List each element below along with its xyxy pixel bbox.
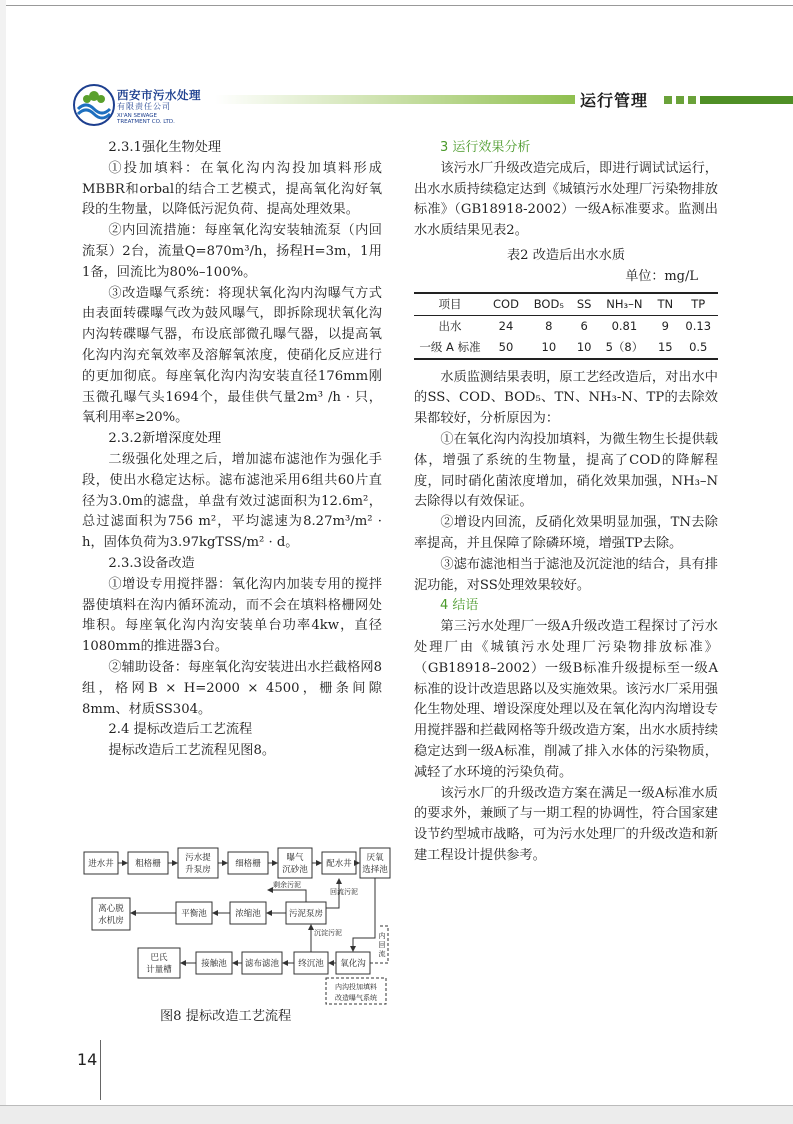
flow-label: 终沉池	[298, 959, 324, 969]
paragraph: 该污水厂的升级改造方案在满足一级A标准水质的要求外，兼顾了与一期工程的协调性，符合国家建设节约型城市战略，可为污水处理厂的升级改造和新建工程设计提供参考。	[414, 785, 718, 863]
flow-label: 接触池	[201, 959, 227, 969]
flow-label: 平衡池	[181, 909, 207, 919]
subheading: 2.3.3设备改造	[108, 555, 195, 571]
table-cell: 24	[498, 318, 514, 333]
table-cell: 0.13	[685, 318, 712, 333]
left-column	[82, 138, 382, 762]
paragraph: 水质监测结果表明，原工艺经改造后，对出水中的SS、COD、BOD₅、TN、NH₃-N、TP的去除效果都较好，分析原因为：	[414, 369, 718, 427]
flow-arrow-label: 内	[378, 932, 386, 940]
table-header-cell: 项目	[438, 296, 462, 311]
flow-note: 内沟投加填料	[335, 983, 377, 991]
paragraph: 提标改造后工艺流程见图8。	[108, 743, 276, 759]
flow-label: 水机房	[98, 916, 124, 926]
header-square	[676, 96, 684, 104]
table-cell: 50	[498, 339, 514, 354]
table-cell: 0.5	[689, 339, 708, 354]
flow-label: 计量槽	[146, 965, 172, 975]
table-header-cell: SS	[576, 296, 592, 311]
flow-arrow-label: 回流污泥	[330, 888, 358, 896]
header-gradient-bar	[215, 95, 575, 104]
table-cell: 10	[541, 339, 557, 354]
paragraph: 二级强化处理之后，增加滤布滤池作为强化手段，使出水稳定达标。滤布滤池采用6组共60片直径为3.0m的滤盘，单盘有效过滤面积为12.6m²，总过滤面积为756 m²，平均滤速为8.27m³/m² · h，固体负荷为3.97kgTSS/m² · d。	[82, 451, 382, 551]
flow-label: 厌氧	[366, 853, 384, 863]
flow-arrow-label: 沉淀污泥	[314, 929, 342, 937]
table-header-cell: BOD₅	[533, 296, 564, 311]
company-name-en-line1: XI'AN SEWAGE	[117, 113, 158, 119]
table-row	[414, 337, 718, 359]
paragraph: ③改造曝气系统：将现状氧化沟内沟曝气方式由表面转碟曝气改为鼓风曝气，即拆除现状氧化沟内沟转碟曝气器，布设底部微孔曝气器，以提高氧化沟内沟充氧效率及溶解氧浓度，使硝化反应进行的更加彻底。每座氧化沟内沟安装直径176mm刚玉微孔曝气头1694个，最佳供气量2m³ /h · 只，氧利用率≥20%。	[82, 285, 382, 426]
table-cell: 9	[661, 318, 669, 333]
flow-label: 选择池	[362, 865, 388, 875]
paragraph: ①在氧化沟内沟投加填料，为微生物生长提供载体，增强了系统的生物量，提高了COD的降解程度，同时硝化菌浓度增加，硝化效果加强，NH₃–N去除得以有效保证。	[414, 431, 718, 510]
company-name-cn-suffix: 有限责任公司	[117, 102, 171, 111]
subheading: 2.4 提标改造后工艺流程	[108, 722, 253, 738]
table-cell: 5（8）	[605, 339, 644, 354]
flow-label: 曝气	[286, 853, 304, 863]
flow-label: 配水井	[326, 859, 352, 869]
paragraph: ②内回流措施：每座氧化沟安装轴流泵（内回流泵）2台，流量Q=870m³/h，扬程H=3m，1用1备，回流比为80%–100%。	[82, 223, 382, 280]
table-cell: 0.81	[611, 318, 638, 333]
table-header-row	[414, 293, 718, 316]
paragraph: ②增设内回流，反硝化效果明显加强，TN去除率提高，并且保障了除磷环境，增强TP去除。	[414, 515, 718, 551]
flow-label: 进水井	[88, 859, 114, 869]
company-logo	[72, 83, 217, 133]
paragraph: 第三污水处理厂一级A升级改造工程探讨了污水处理厂由《城镇污水处理厂污染物排放标准》（GB18918–2002）一级B标准升级提标至一级A标准的设计改造思路以及实施效果。该污水厂采用强化生物处理、增设深度处理以及在氧化沟内沟增设专用搅拌器和拦截网格等升级改造方案，出水水质持续稳定达到一级A标准，削减了排入水体的污染物质，减轻了水环境的污染负荷。	[414, 619, 718, 780]
flow-note: 改造曝气系统	[335, 994, 377, 1002]
paragraph: 该污水厂升级改造完成后，即进行调试试运行，出水水质持续稳定达到《城镇污水处理厂污染物排放标准》（GB18918-2002）一级A标准要求。监测出水水质结果见表2。	[414, 160, 718, 239]
table-cell: 6	[580, 318, 588, 333]
header-tail-bar	[700, 96, 793, 104]
flow-arrow-label: 回	[378, 941, 386, 949]
flow-arrow-label: 剩余污泥	[273, 881, 301, 889]
flow-label: 粗格栅	[135, 859, 161, 869]
flow-label: 巴氏	[150, 953, 168, 963]
table-cell: 15	[657, 339, 673, 354]
table-header-cell: COD	[493, 296, 519, 311]
page-number-rule	[100, 1040, 101, 1100]
header-square	[688, 96, 696, 104]
header-square	[664, 96, 672, 104]
process-flow-diagram	[82, 838, 392, 1018]
company-name-en-line2: TREATMENT CO. LTD.	[117, 119, 175, 125]
flow-label: 离心脱	[98, 904, 124, 914]
water-quality-table	[414, 292, 718, 360]
flow-label: 滤布滤池	[244, 959, 280, 969]
page-number: 14	[77, 1050, 98, 1069]
table-unit: 单位：mg/L	[625, 268, 698, 284]
flow-label: 细格栅	[235, 859, 261, 869]
flow-label: 沉砂池	[282, 865, 308, 875]
table-header-cell: TN	[657, 296, 674, 311]
flow-label: 污泥泵房	[288, 909, 324, 919]
flow-label: 升泵房	[185, 865, 211, 875]
flow-label: 污水提	[185, 853, 211, 863]
paragraph: ②辅助设备：每座氧化沟安装进出水拦截格网8组，格网B × H=2000 × 4500，栅条间隙8mm、材质SS304。	[82, 659, 382, 717]
table-caption: 表2 改造后出水水质	[506, 247, 626, 263]
subheading: 2.3.2新增深度处理	[108, 431, 222, 447]
paragraph: ③滤布滤池相当于滤池及沉淀池的结合，具有排泥功能，对SS处理效果较好。	[414, 556, 718, 593]
flow-arrow-label: 流	[378, 950, 386, 958]
page-top-rule	[0, 5, 793, 6]
table-cell: 10	[576, 339, 592, 354]
table-cell: 8	[545, 318, 553, 333]
section-title: 运行管理	[580, 91, 649, 110]
table-row	[414, 315, 718, 337]
company-name-en	[117, 113, 175, 125]
table-cell: 出水	[438, 318, 462, 333]
flow-label: 氧化沟	[340, 959, 366, 969]
table-cell: 一级 A 标准	[419, 339, 481, 354]
page-bottom-band	[0, 1105, 793, 1124]
table-header-cell: TP	[691, 296, 706, 311]
paragraph: ①增设专用搅拌器：氧化沟内加装专用的搅拌器使填料在沟内循环流动，而不会在填料格栅网处堆积。每座氧化沟内沟安装单台功率4kw，直径1080mm的推进器3台。	[82, 576, 382, 655]
company-name-cn: 西安市污水处理	[117, 88, 201, 102]
table-header-cell: NH₃–N	[606, 296, 643, 311]
paragraph: ①投加填料：在氧化沟内沟投加填料形成MBBR和orbal的结合工艺模式，提高氧化沟好氧段的生物量，以降低污泥负荷、提高处理效果。	[82, 160, 382, 218]
page-left-strip	[0, 0, 6, 1123]
flow-label: 浓缩池	[235, 909, 261, 919]
section-heading: 3 运行效果分析	[440, 140, 531, 155]
figure-caption: 图8 提标改造工艺流程	[160, 1009, 292, 1024]
section-heading: 4 结语	[440, 598, 479, 614]
subheading: 2.3.1强化生物处理	[108, 140, 222, 155]
right-column	[414, 138, 718, 867]
logo-emblem-icon	[72, 83, 116, 127]
